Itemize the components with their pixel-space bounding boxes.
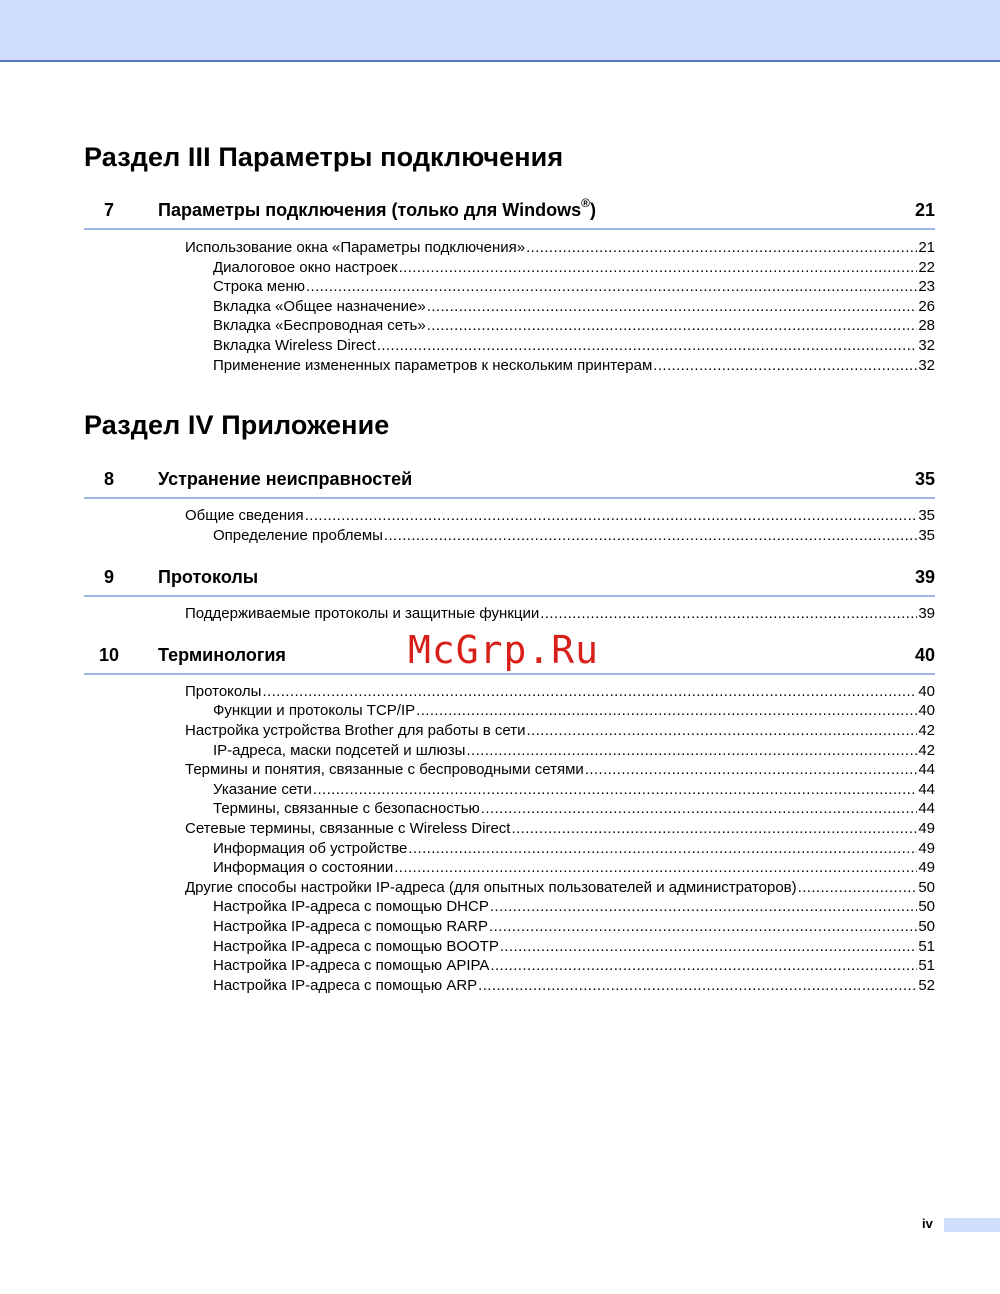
chapter-title: Терминология [158, 645, 286, 665]
chapter-page: 21 [914, 200, 935, 220]
toc-entry[interactable]: Настройка IP-адреса с помощью DHCP ..... 50 [213, 898, 935, 918]
toc-entry[interactable]: Вкладка Wireless Direct ..... 32 [213, 337, 935, 357]
toc-entry[interactable]: Диалоговое окно настроек ..... 22 [213, 259, 935, 279]
chapter-7-heading[interactable] [84, 196, 935, 230]
toc-entry[interactable]: Настройка IP-адреса с помощью APIPA ..... 51 [213, 957, 935, 977]
toc-entry[interactable]: Термины и понятия, связанные с беспроводными сетями ..... 44 [185, 761, 935, 781]
toc-entry[interactable]: Сетевые термины, связанные с Wireless Direct ..... 49 [185, 820, 935, 840]
page-tab-band [944, 1218, 1000, 1232]
toc-entry[interactable]: Определение проблемы ..... 35 [213, 527, 935, 547]
toc-entry[interactable]: Указание сети ..... 44 [213, 781, 935, 801]
toc-entry[interactable]: Информация о состоянии ..... 49 [213, 859, 935, 879]
watermark: McGrp.Ru [408, 628, 600, 672]
chapter-number: 8 [103, 469, 114, 489]
toc-entry[interactable]: Другие способы настройки IP-адреса (для опытных пользователей и администраторов) ..... 50 [185, 879, 935, 899]
page-number: iv [922, 1216, 933, 1231]
chapter-number: 9 [103, 567, 114, 587]
toc-entry[interactable]: Настройка IP-адреса с помощью RARP ..... 50 [213, 918, 935, 938]
chapter-title: Параметры подключения (только для Windows®) [158, 196, 596, 220]
registered-mark: ® [581, 196, 590, 210]
toc-entry[interactable]: Вкладка «Общее назначение» ..... 26 [213, 298, 935, 318]
chapter-number: 10 [98, 645, 120, 665]
toc-entry[interactable]: Использование окна «Параметры подключения» ..... 21 [185, 239, 935, 259]
toc-entry[interactable]: Строка меню ..... 23 [213, 278, 935, 298]
chapter-page: 35 [914, 469, 935, 489]
part-4-title: Раздел IV Приложение [84, 410, 390, 440]
toc-entry[interactable]: Общие сведения ..... 35 [185, 507, 935, 527]
toc-entry[interactable]: Настройка IP-адреса с помощью BOOTP ..... 51 [213, 938, 935, 958]
toc-entry[interactable]: Протоколы ..... 40 [185, 683, 935, 703]
toc-entry[interactable]: Функции и протоколы TCP/IP ..... 40 [213, 702, 935, 722]
toc-entry[interactable]: IP-адреса, маски подсетей и шлюзы ..... 42 [213, 742, 935, 762]
chapter-number: 7 [103, 200, 114, 220]
toc-entry[interactable]: Информация об устройстве ..... 49 [213, 840, 935, 860]
toc-entry[interactable]: Применение измененных параметров к нескольким принтерам ..... 32 [213, 357, 935, 377]
header-band [0, 0, 1000, 62]
chapter-9-heading[interactable] [84, 567, 935, 597]
chapter-title: Протоколы [158, 567, 259, 587]
chapter-8-heading[interactable] [84, 469, 935, 499]
chapter-page: 40 [914, 645, 935, 665]
toc-entry[interactable]: Поддерживаемые протоколы и защитные функции ..... 39 [185, 605, 935, 625]
toc-entry[interactable]: Настройка IP-адреса с помощью ARP ..... 52 [213, 977, 935, 997]
toc-entry[interactable]: Настройка устройства Brother для работы в сети ..... 42 [185, 722, 935, 742]
chapter-page: 39 [914, 567, 935, 587]
toc-entry[interactable]: Термины, связанные с безопасностью ..... 44 [213, 800, 935, 820]
toc-entry[interactable]: Вкладка «Беспроводная сеть» ..... 28 [213, 317, 935, 337]
chapter-title: Устранение неисправностей [158, 469, 413, 489]
part-3-title: Раздел III Параметры подключения [84, 142, 564, 172]
